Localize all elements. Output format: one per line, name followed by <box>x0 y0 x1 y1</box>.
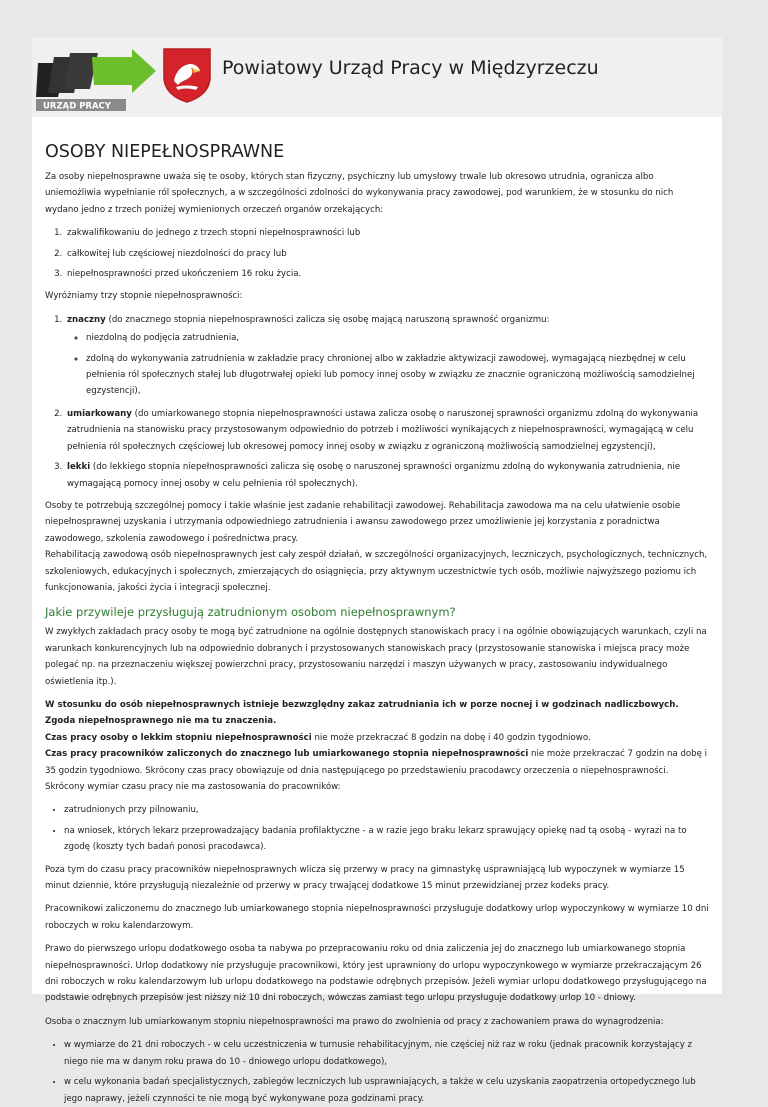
heavy-degree-label: Czas pracy pracowników zaliczonych do znacznego lub umiarkowanego stopnia niepełnosprawności <box>45 749 529 760</box>
leave-paragraph: Pracownikowi zaliczonemu do znacznego lub umiarkowanego stopnia niepełnosprawności przysługuje dodatkowy urlop wypoczynkowy w wymiarze 10 dni roboczych w roku kalendarzowym. <box>45 904 709 931</box>
list-item: • w wymiarze do 21 dni roboczych - w celu uczestniczenia w turnusie rehabilitacyjnym, nie częściej niż raz w roku (jednak pracownik korzystający z niego nie ma w danym roku prawa do 10 - dniowego urlopu dodatkowego), <box>64 1037 709 1070</box>
degree-item-znaczny <box>65 312 709 400</box>
page-title: OSOBY NIEPEŁNOSPRAWNE <box>45 142 285 162</box>
night-ban-text: W stosunku do osób niepełnosprawnych istnieje bezwzględny zakaz zatrudniania ich w porze nocnej i w godzinach nadliczbowych. Zgoda niepełnosprawnego nie ma tu znaczenia. <box>45 699 679 727</box>
urzad-pracy-logo[interactable] <box>36 47 156 113</box>
privileges-heading: Jakie przywileje przysługują zatrudnionym osobom niepełnosprawnym? <box>45 605 456 620</box>
degree-text: (do znacznego stopnia niepełnosprawności zalicza się osobę mającą naruszoną sprawność organizmu: <box>108 314 550 325</box>
degree-name: umiarkowany <box>67 408 132 419</box>
rehabilitation-paragraph <box>45 498 709 596</box>
degree-item-lekki <box>65 459 709 492</box>
list-item: 3. niepełnosprawności przed ukończeniem 16 roku życia. <box>65 266 709 282</box>
rulings-list <box>45 225 709 282</box>
list-item: ◦ niezdolną do podjęcia zatrudnienia, <box>86 330 709 346</box>
degree-item-umiarkowany <box>65 406 709 455</box>
list-item: 2. całkowitej lub częściowej niezdolności do pracy lub <box>65 246 709 262</box>
degrees-list <box>45 312 709 492</box>
rehab-text-2: Rehabilitacją zawodową osób niepełnosprawnych jest cały zespół działań, w szczególności organizacyjnych, leczniczych, psychologicznych, technicznych, szkoleniowych, edukacyjnych i społecznych, zmierzających do osiągnięcia, przy aktywnym uczestnictwie tych osób, możliwie najwyższego poziomu ich funkcjonowania, jakości życia i integracji społecznej. <box>45 550 708 593</box>
site-header <box>32 37 722 118</box>
release-intro: Osoba o znacznym lub umiarkowanym stopniu niepełnosprawności ma prawo do zwolnienia od pracy z zachowaniem prawa do wynagrodzenia: <box>45 1016 664 1027</box>
degree-text: (do lekkiego stopnia niepełnosprawności zalicza się osobę o naruszonej sprawności organizmu zdolną do wykonywania zatrudnienia, nie wymagającą pomocy innej osoby w celu pełnienia ról społecznych). <box>67 462 681 489</box>
list-item: • w celu wykonania badań specjalistycznych, zabiegów leczniczych lub usprawniających, a także w celu uzyskania zaopatrzenia ortopedycznego lub jego naprawy, jeżeli czynności te nie mogą być wykonywane poza godzinami pracy. <box>64 1074 709 1107</box>
light-degree-label: Czas pracy osoby o lekkim stopniu niepełnosprawności <box>45 732 312 743</box>
main-content <box>32 117 722 1104</box>
working-time-paragraph <box>45 697 709 795</box>
list-item: 1. zakwalifikowaniu do jednego z trzech stopni niepełnosprawności lub <box>65 225 709 241</box>
privileges-paragraph: W zwykłych zakładach pracy osoby te mogą być zatrudnione na ogólnie dostępnych stanowiskach pracy i na ogólnie obowiązujących warunkach, czyli na warunkach konkurencyjnych lub na odpowiednio dobranych i przystosowanych stanowiskach pracy (przystosowanie stanowiska i miejsca pracy może polegać np. na przeznaczeniu większej powierzchni pracy, przystosowaniu narzędzi i maszyn używanych w pracy, zastosowaniu indywidualnego oświetlenia itp.). <box>45 627 707 687</box>
light-degree-text: nie może przekraczać 8 godzin na dobę i 40 godzin tygodniowo. <box>311 732 591 743</box>
degree-name: lekki <box>67 462 91 473</box>
degree-name: znaczny <box>67 314 106 325</box>
top-bar <box>0 0 768 37</box>
degrees-intro: Wyróżniamy trzy stopnie niepełnosprawności: <box>45 291 243 302</box>
intro-paragraph: Za osoby niepełnosprawne uważa się te osoby, których stan fizyczny, psychiczny lub umysłowy trwale lub okresowo utrudnia, ogranicza albo uniemożliwia wypełnianie ról społecznych, a w szczególności zdolności do wykonywania pracy zawodowej, pod warunkiem, że w stosunku do nich wydano jedno z trzech poniżej wymienionych orzeczeń organów orzekających: <box>45 172 674 215</box>
site-title: Powiatowy Urząd Pracy w Międzyrzeczu <box>222 57 599 79</box>
breaks-paragraph: Poza tym do czasu pracy pracowników niepełnosprawnych wlicza się przerwy w pracy na gimnastykę usprawniającą lub wypoczynek w wymiarze 15 minut dziennie, które przysługują niezależnie od przerwy w pracy trwającej dodatkowe 15 minut przewidzianej przez kodeks pracy. <box>45 864 685 892</box>
list-item: • na wniosek, których lekarz przeprowadzający badania profilaktyczne - a w razie jego braku lekarz sprawujący opiekę nad tą osobą - wyrazi na to zgodę (koszty tych badań ponosi pracodawca). <box>64 823 709 856</box>
first-leave-paragraph: Prawo do pierwszego urlopu dodatkowego osoba ta nabywa po przepracowaniu roku od dnia zaliczenia jej do znacznego lub umiarkowanego stopnia niepełnosprawności. Urlop dodatkowy nie przysługuje pracownikowi, który jest uprawniony do urlopu wypoczynkowego w wymiarze przekraczającym 26 dni roboczych w roku kalendarzowym lub urlopu dodatkowego na podstawie odrębnych przepisów. Jeżeli wymiar urlopu dodatkowego przysługującego na podstawie odrębnych przepisów jest niższy niż 10 dni roboczych, wówczas zamiast tego urlopu przysługuje dodatkowy urlop 10 - dniowy. <box>45 944 707 1004</box>
degree-text: (do umiarkowanego stopnia niepełnosprawności ustawa zalicza osobę o naruszonej sprawności organizmu zdolną do wykonywania zatrudnienia na stanowisku pracy przystosowanym odpowiednio do potrzeb i możliwości wynikających z niepełnosprawności, wymagającą w celu pełnienia ról społecznych częściowej lub okresowej pomocy innej osoby w związku z ograniczoną możliwością samodzielnej egzystencji), <box>67 408 699 452</box>
list-item: ◦ zdolną do wykonywania zatrudnienia w zakładzie pracy chronionej albo w zakładzie aktywizacji zawodowej, wymagającą niezbędnej w celu pełnienia ról społecznych stałej lub długotrwałej opieki lub pomocy innej osoby w związku ze znacznie ograniczoną możliwością samodzielnej egzystencji), <box>86 351 709 400</box>
rehab-text-1: Osoby te potrzebują szczególnej pomocy i takie właśnie jest zadanie rehabilitacji zawodowej. Rehabilitacja zawodowa ma na celu ułatwienie osobie niepełnosprawnej uzyskania i utrzymania odpowiedniego zatrudnienia i awansu zawodowego przez umożliwienie jej korzystania z poradnictwa zawodowego, szkolenia zawodowego i pośrednictwa pracy. <box>45 500 681 544</box>
list-item: • zatrudnionych przy pilnowaniu, <box>64 802 709 818</box>
exceptions-list <box>45 802 709 855</box>
heavy-degree-text: nie może przekraczać 7 godzin na dobę i 35 godzin tygodniowo. Skrócony czas pracy obowiązuje od dnia następującego po przedstawieniu pracodawcy orzeczenia o niepełnosprawności. Skrócony wymiar czasu pracy nie ma zastosowania do pracowników: <box>45 749 708 792</box>
coat-of-arms-icon <box>162 47 212 103</box>
svg-text:URZĄD PRACY: URZĄD PRACY <box>43 101 111 112</box>
degree-sub-list <box>67 330 709 400</box>
release-list <box>45 1037 709 1107</box>
